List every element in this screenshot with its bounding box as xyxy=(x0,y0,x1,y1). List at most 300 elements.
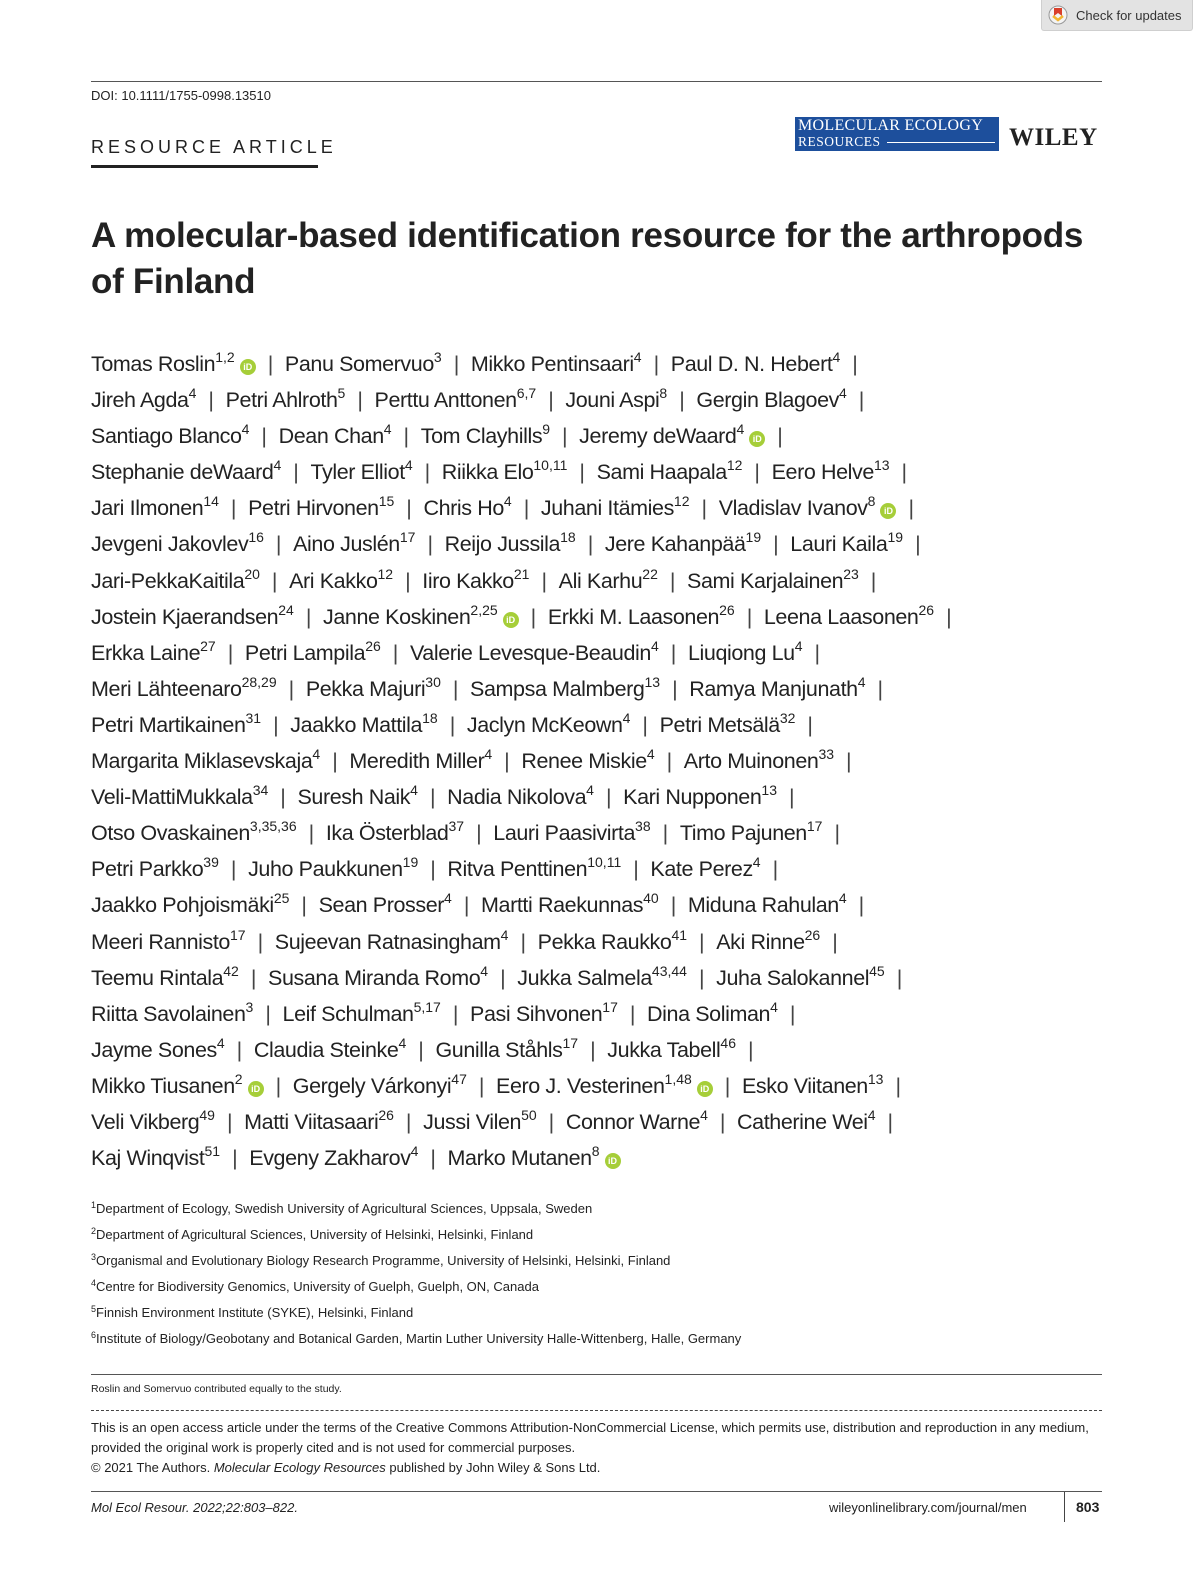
orcid-icon[interactable]: iD xyxy=(880,503,896,519)
affiliation-ref: 17 xyxy=(562,1034,579,1051)
author[interactable] xyxy=(349,746,493,774)
author-separator: | xyxy=(789,1001,796,1026)
author-name: Petri Lampila xyxy=(244,640,366,665)
author[interactable] xyxy=(292,1070,467,1098)
author-name: Gunilla Ståhls xyxy=(435,1037,563,1062)
author-line xyxy=(91,454,1111,490)
affiliation-ref: 26 xyxy=(719,601,735,618)
author[interactable] xyxy=(244,637,381,665)
author[interactable] xyxy=(225,385,346,413)
author-line xyxy=(91,707,1111,743)
author-name: Jayme Sones xyxy=(91,1037,217,1062)
author[interactable] xyxy=(565,385,668,413)
author-separator: | xyxy=(679,388,685,413)
author-line xyxy=(91,490,1111,526)
author-separator: | xyxy=(301,893,307,918)
affiliation-ref: 38 xyxy=(635,818,651,835)
author[interactable] xyxy=(91,854,219,882)
author-separator: | xyxy=(463,893,470,918)
author-name: Martti Raekunnas xyxy=(481,893,644,918)
author-name: Jeremy deWaard xyxy=(579,424,737,449)
affiliation-ref: 4 xyxy=(503,493,512,510)
author[interactable] xyxy=(91,673,277,701)
doi[interactable]: DOI: 10.1111/1755-0998.13510 xyxy=(91,88,271,103)
affiliation-number: 6 xyxy=(91,1330,97,1340)
author[interactable] xyxy=(91,1106,215,1134)
author[interactable] xyxy=(278,421,392,449)
affiliation-ref: 6,7 xyxy=(516,385,537,402)
journal-logo-line1: MOLECULAR ECOLOGY xyxy=(798,117,984,134)
author[interactable] xyxy=(91,1143,221,1171)
author[interactable] xyxy=(420,421,550,449)
author-name: Valerie Levesque-Beaudin xyxy=(409,640,651,665)
journal-logo-line2: RESOURCES xyxy=(798,134,881,149)
author-name: Jireh Agda xyxy=(91,388,189,413)
author-separator: | xyxy=(915,532,921,557)
author[interactable] xyxy=(447,854,622,882)
author-name: Renee Miskie xyxy=(521,749,647,774)
author[interactable] xyxy=(496,1070,713,1098)
author-separator: | xyxy=(788,785,795,810)
author-separator: | xyxy=(887,1109,893,1134)
author-name: Teemu Rintala xyxy=(91,965,224,990)
author[interactable] xyxy=(623,782,777,810)
affiliation-ref: 50 xyxy=(521,1106,537,1123)
author-name: Catherine Wei xyxy=(737,1109,868,1134)
author-separator: | xyxy=(670,640,676,665)
author[interactable] xyxy=(596,457,743,485)
author[interactable] xyxy=(297,782,418,810)
author-separator: | xyxy=(478,1073,485,1098)
author-name: Ika Österblad xyxy=(325,821,449,846)
author[interactable] xyxy=(470,349,642,376)
affiliation-rule xyxy=(91,1374,1102,1375)
affiliation-text: Organismal and Evolutionary Biology Research Programme, University of Helsinki, Helsinki, Finland xyxy=(96,1253,671,1268)
author-separator: | xyxy=(261,424,267,449)
author[interactable] xyxy=(670,349,841,376)
affiliation-ref: 9 xyxy=(542,421,550,438)
affiliation-ref: 2 xyxy=(234,1070,243,1087)
orcid-icon[interactable]: iD xyxy=(248,1081,264,1097)
footer-rule xyxy=(91,1491,1102,1492)
author[interactable] xyxy=(91,421,250,449)
author[interactable] xyxy=(607,1034,736,1062)
affiliation-ref: 12 xyxy=(377,565,394,582)
author[interactable] xyxy=(687,637,803,665)
affiliation-ref: 12 xyxy=(726,457,743,474)
author-separator: | xyxy=(403,424,409,449)
author[interactable] xyxy=(716,926,821,954)
author-line xyxy=(91,599,1111,635)
author-name: Aki Rinne xyxy=(716,929,805,954)
author-name: Jouni Aspi xyxy=(565,388,660,413)
author-name: Riitta Savolainen xyxy=(91,1001,246,1026)
affiliation-ref: 14 xyxy=(203,493,219,510)
footer-journal-url[interactable]: wileyonlinelibrary.com/journal/men xyxy=(829,1500,1027,1515)
author-name: Connor Warne xyxy=(565,1109,701,1134)
author-separator: | xyxy=(405,568,411,593)
header-rule xyxy=(91,81,1102,82)
affiliation-ref: 23 xyxy=(843,565,859,582)
author[interactable] xyxy=(423,1106,537,1134)
author-separator: | xyxy=(724,1073,730,1098)
affiliation-ref: 13 xyxy=(873,457,890,474)
author-name: Juho Paukkunen xyxy=(248,857,403,882)
author[interactable] xyxy=(604,529,762,557)
author-name: Petri Ahlroth xyxy=(225,388,338,413)
author[interactable] xyxy=(493,818,651,846)
author-name: Jukka Salmela xyxy=(517,965,652,990)
author[interactable] xyxy=(91,746,321,774)
affiliation-ref: 19 xyxy=(887,529,904,546)
author-name: Petri Parkko xyxy=(91,857,204,882)
author-separator: | xyxy=(832,929,838,954)
author[interactable] xyxy=(687,565,859,593)
author-name: Ramya Manjunath xyxy=(689,676,858,701)
affiliation-ref: 1,2 xyxy=(215,349,235,365)
author[interactable] xyxy=(696,385,847,413)
contribution-note: Roslin and Somervuo contributed equally to the study. xyxy=(91,1383,342,1395)
author-separator: | xyxy=(405,1109,412,1134)
affiliation-list xyxy=(91,1196,1091,1352)
author[interactable] xyxy=(659,709,796,737)
author-name: Meri Lähteenaro xyxy=(91,676,242,701)
author-line xyxy=(91,960,1111,996)
author[interactable] xyxy=(310,457,413,485)
affiliation-ref: 41 xyxy=(671,926,688,943)
author[interactable] xyxy=(679,818,823,846)
author[interactable] xyxy=(91,565,260,593)
affiliation-ref: 4 xyxy=(622,709,631,726)
author[interactable] xyxy=(558,565,658,593)
author-name: Miduna Rahulan xyxy=(687,893,839,918)
author-separator: | xyxy=(504,749,510,774)
author-separator: | xyxy=(747,1037,754,1062)
affiliation-text: Department of Agricultural Sciences, University of Helsinki, Helsinki, Finland xyxy=(96,1227,534,1242)
author-line xyxy=(91,779,1111,815)
orcid-icon[interactable]: iD xyxy=(503,612,519,628)
author[interactable] xyxy=(790,529,904,557)
author[interactable] xyxy=(248,854,419,882)
affiliation-ref: 4 xyxy=(857,673,866,690)
author-separator: | xyxy=(275,532,282,557)
author[interactable] xyxy=(91,529,264,557)
copyright-line: © 2021 The Authors. Molecular Ecology Resources published by John Wiley & Sons Ltd. xyxy=(91,1460,601,1475)
author[interactable] xyxy=(517,962,687,990)
author[interactable] xyxy=(650,854,761,882)
author-name: Erkka Laine xyxy=(91,640,201,665)
author-separator: | xyxy=(530,604,536,629)
affiliation-ref: 51 xyxy=(204,1143,221,1160)
affiliation xyxy=(91,1300,1091,1326)
author-name: Timo Pajunen xyxy=(679,821,807,846)
journal-logo[interactable] xyxy=(795,117,999,151)
author[interactable] xyxy=(249,1143,419,1171)
author[interactable] xyxy=(91,385,197,413)
author-name: Jari Ilmonen xyxy=(91,496,204,521)
affiliation-ref: 31 xyxy=(245,709,262,726)
author[interactable] xyxy=(91,926,246,954)
author-name: Jussi Vilen xyxy=(423,1109,522,1134)
orcid-icon[interactable]: iD xyxy=(605,1153,621,1169)
affiliation-ref: 5,17 xyxy=(413,998,441,1015)
author-name: Jevgeni Jakovlev xyxy=(91,532,249,557)
affiliation-ref: 4 xyxy=(383,421,392,438)
author-name: Meeri Rannisto xyxy=(91,929,230,954)
affiliation-ref: 4 xyxy=(839,385,847,402)
author[interactable] xyxy=(741,1070,884,1098)
author-separator: | xyxy=(901,460,907,485)
author-separator: | xyxy=(870,568,876,593)
author[interactable] xyxy=(91,349,256,376)
author-name: Jari-PekkaKaitila xyxy=(91,568,245,593)
affiliation xyxy=(91,1326,1091,1352)
author-name: Esko Viitanen xyxy=(741,1073,868,1098)
author[interactable] xyxy=(91,637,216,665)
affiliation-ref: 5 xyxy=(337,385,346,402)
author-name: Veli Vikberg xyxy=(91,1109,200,1134)
author-list xyxy=(91,346,1111,1176)
affiliation-ref: 4 xyxy=(398,1034,407,1051)
author[interactable] xyxy=(91,998,254,1026)
author-separator: | xyxy=(670,893,676,918)
author[interactable] xyxy=(470,673,661,701)
affiliation-ref: 32 xyxy=(779,709,796,726)
author-name: Claudia Steinke xyxy=(253,1037,399,1062)
author[interactable] xyxy=(689,673,866,701)
author[interactable] xyxy=(91,1034,225,1062)
author[interactable] xyxy=(763,601,935,629)
author[interactable] xyxy=(91,782,269,810)
author[interactable] xyxy=(441,457,568,485)
author-separator: | xyxy=(429,785,436,810)
author[interactable] xyxy=(91,890,290,918)
author[interactable] xyxy=(293,529,416,557)
author[interactable] xyxy=(647,998,778,1026)
author-separator: | xyxy=(548,388,554,413)
author[interactable] xyxy=(737,1106,876,1134)
affiliation-ref: 37 xyxy=(448,818,465,835)
author-line xyxy=(91,1104,1111,1140)
author[interactable] xyxy=(447,782,594,810)
author-name: Petri Metsälä xyxy=(659,712,780,737)
affiliation-ref: 1,48 xyxy=(664,1070,692,1087)
author[interactable] xyxy=(470,998,618,1026)
author[interactable] xyxy=(687,890,847,918)
author[interactable] xyxy=(521,746,655,774)
author-line xyxy=(91,924,1111,960)
author[interactable] xyxy=(422,565,530,593)
author-name: Eero Helve xyxy=(771,460,874,485)
author[interactable] xyxy=(325,818,465,846)
article-type: RESOURCE ARTICLE xyxy=(91,137,337,157)
author[interactable] xyxy=(253,1034,407,1062)
author-separator: | xyxy=(267,352,273,376)
author[interactable] xyxy=(91,1070,264,1098)
author-name: Gergin Blagoev xyxy=(696,388,839,413)
journal-logo-rule xyxy=(887,142,995,143)
author[interactable] xyxy=(91,962,239,990)
author-name: Suresh Naik xyxy=(297,785,411,810)
author-name: Susana Miranda Romo xyxy=(268,965,481,990)
check-for-updates-button[interactable] xyxy=(1041,0,1193,31)
author[interactable] xyxy=(274,926,509,954)
author-separator: | xyxy=(701,496,707,521)
affiliation-ref: 19 xyxy=(745,529,762,546)
author-name: Veli-MattiMukkala xyxy=(91,785,253,810)
author-separator: | xyxy=(250,965,256,990)
author-line xyxy=(91,635,1111,671)
author-separator: | xyxy=(226,1109,233,1134)
affiliation-ref: 13 xyxy=(867,1070,884,1087)
author-name: Petri Martikainen xyxy=(91,712,246,737)
author[interactable] xyxy=(435,1034,579,1062)
author-name: Petri Hirvonen xyxy=(248,496,379,521)
author-separator: | xyxy=(500,965,506,990)
affiliation-text: Institute of Biology/Geobotany and Botanical Garden, Martin Luther University Halle-Wittenberg, Halle, Germany xyxy=(96,1331,742,1346)
author-separator: | xyxy=(523,496,529,521)
affiliation-ref: 4 xyxy=(241,421,250,438)
affiliation-number: 1 xyxy=(91,1200,97,1210)
author-separator: | xyxy=(452,676,459,701)
orcid-icon[interactable]: iD xyxy=(240,359,256,375)
author-separator: | xyxy=(430,857,436,882)
affiliation-ref: 4 xyxy=(838,890,847,907)
affiliation-ref: 17 xyxy=(230,926,246,943)
author[interactable] xyxy=(423,493,512,521)
affiliation-ref: 10,11 xyxy=(587,854,622,871)
author-separator: | xyxy=(662,821,668,846)
author[interactable] xyxy=(91,818,297,846)
affiliation-ref: 24 xyxy=(278,601,294,618)
affiliation-ref: 12 xyxy=(673,493,690,510)
author[interactable] xyxy=(374,385,537,413)
author[interactable] xyxy=(716,962,885,990)
author-separator: | xyxy=(896,965,902,990)
author-name: Margarita Miklasevskaja xyxy=(91,749,313,774)
author-line xyxy=(91,887,1111,923)
affiliation-ref: 4 xyxy=(312,746,321,763)
affiliation-ref: 10,11 xyxy=(533,457,568,474)
author[interactable] xyxy=(323,601,519,629)
author[interactable] xyxy=(91,493,219,521)
author[interactable] xyxy=(91,601,294,629)
author[interactable] xyxy=(318,890,452,918)
author-separator: | xyxy=(427,532,433,557)
author[interactable] xyxy=(718,493,897,521)
author-separator: | xyxy=(946,604,952,629)
author[interactable] xyxy=(547,601,735,629)
author-separator: | xyxy=(698,965,705,990)
author-separator: | xyxy=(858,893,864,918)
affiliation-ref: 42 xyxy=(223,962,239,979)
author[interactable] xyxy=(91,709,262,737)
author[interactable] xyxy=(409,637,659,665)
author[interactable] xyxy=(579,421,765,449)
author[interactable] xyxy=(771,457,890,485)
affiliation-ref: 8 xyxy=(867,493,876,510)
author-name: Jaakko Mattila xyxy=(290,712,423,737)
affiliation xyxy=(91,1222,1091,1248)
affiliation-ref: 47 xyxy=(451,1070,467,1087)
author-line xyxy=(91,1032,1111,1068)
author[interactable] xyxy=(268,962,489,990)
affiliation-number: 2 xyxy=(91,1226,97,1236)
affiliation-ref: 13 xyxy=(644,673,661,690)
author-line xyxy=(91,418,1111,454)
author[interactable] xyxy=(444,529,576,557)
author-name: Chris Ho xyxy=(423,496,504,521)
author[interactable] xyxy=(282,998,441,1026)
author-name: Jostein Kjaerandsen xyxy=(91,604,279,629)
crossmark-icon xyxy=(1048,5,1068,25)
author[interactable] xyxy=(537,926,688,954)
author[interactable] xyxy=(289,565,394,593)
author-separator: | xyxy=(834,821,840,846)
affiliation xyxy=(91,1274,1091,1300)
author-separator: | xyxy=(541,568,547,593)
author[interactable] xyxy=(683,746,835,774)
author-name: Ritva Penttinen xyxy=(447,857,588,882)
author[interactable] xyxy=(248,493,395,521)
article-type-underline xyxy=(91,165,318,168)
author[interactable] xyxy=(91,457,282,485)
author-name: Kaj Winqvist xyxy=(91,1146,205,1171)
author-name: Pekka Majuri xyxy=(305,676,426,701)
author[interactable] xyxy=(305,673,441,701)
affiliation-ref: 4 xyxy=(188,385,197,402)
author[interactable] xyxy=(244,1106,394,1134)
publisher-logo[interactable]: WILEY xyxy=(1009,124,1098,151)
author-name: Marko Mutanen xyxy=(447,1146,592,1171)
author[interactable] xyxy=(284,349,442,376)
author-separator: | xyxy=(265,1001,271,1026)
orcid-icon[interactable]: iD xyxy=(749,431,765,447)
author-name: Pasi Sihvonen xyxy=(470,1001,603,1026)
author[interactable] xyxy=(540,493,690,521)
author-name: Mikko Tiusanen xyxy=(91,1073,235,1098)
author-separator: | xyxy=(293,460,299,485)
affiliation-ref: 4 xyxy=(404,457,413,474)
author-name: Jaakko Pohjoismäki xyxy=(91,893,274,918)
affiliation-ref: 4 xyxy=(650,637,659,654)
author-separator: | xyxy=(666,749,672,774)
orcid-icon[interactable]: iD xyxy=(697,1081,713,1097)
author-name: Sami Karjalainen xyxy=(687,568,844,593)
author[interactable] xyxy=(481,890,659,918)
author-line xyxy=(91,1068,1111,1104)
author-name: Erkki M. Laasonen xyxy=(547,604,720,629)
affiliation-ref: 34 xyxy=(252,782,269,799)
license-rule xyxy=(91,1410,1102,1411)
author-name: Juhani Itämies xyxy=(540,496,674,521)
author[interactable] xyxy=(447,1143,621,1171)
author-separator: | xyxy=(754,460,760,485)
author-name: Jere Kahanpää xyxy=(604,532,746,557)
author-name: Vladislav Ivanov xyxy=(718,496,868,521)
author[interactable] xyxy=(565,1106,708,1134)
author-line xyxy=(91,996,1111,1032)
author-name: Dean Chan xyxy=(278,424,384,449)
author-separator: | xyxy=(852,352,858,376)
author-separator: | xyxy=(719,1109,726,1134)
affiliation-ref: 26 xyxy=(365,637,381,654)
author[interactable] xyxy=(466,709,631,737)
author[interactable] xyxy=(290,709,438,737)
author-separator: | xyxy=(548,1109,554,1134)
author-name: Sujeevan Ratnasingham xyxy=(274,929,501,954)
author-separator: | xyxy=(452,1001,459,1026)
